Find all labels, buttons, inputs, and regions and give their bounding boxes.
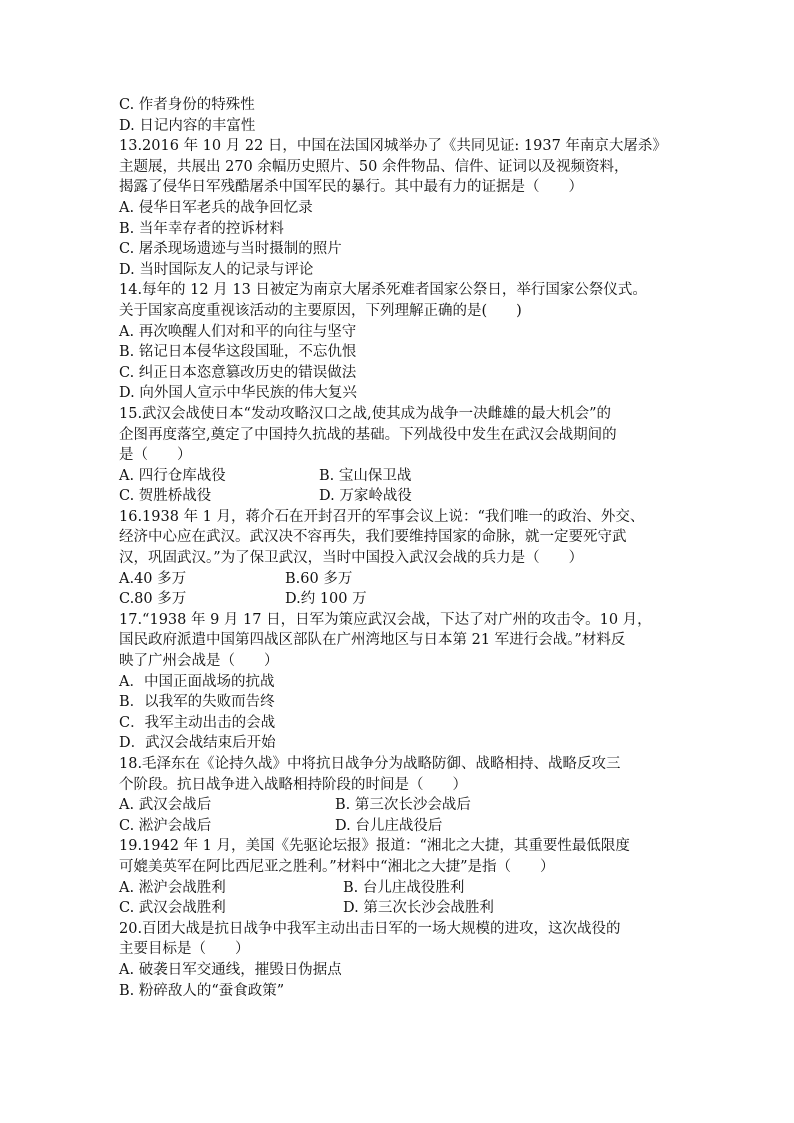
- q16-stem-line-2: 经济中心应在武汉。武汉决不容再失，我们要维持国家的命脉，就一定要死守武: [119, 529, 627, 546]
- q18-stem-line-2: 个阶段。抗日战争进入战略相持阶段的时间是（ ）: [119, 776, 467, 793]
- q15-stem-line-3: 是（ ）: [119, 447, 192, 464]
- q12-option-c: C. 作者身份的特殊性: [119, 97, 255, 113]
- q16-option-d: D.约 100 万: [285, 591, 367, 608]
- q19-option-a: A. 淞沪会战胜利: [119, 879, 226, 896]
- q19-option-d: D. 第三次长沙会战胜利: [343, 900, 494, 917]
- q13-stem-line-3: 揭露了侵华日军残酷屠杀中国军民的暴行。其中最有力的证据是（ ）: [119, 179, 583, 196]
- q13-option-a: A. 侵华日军老兵的战争回忆录: [119, 199, 313, 216]
- q17-stem-line-1: 17.“1938 年 9 月 17 日，日军为策应武汉会战，下达了对广州的攻击令。10 月，: [119, 611, 652, 628]
- q16-option-b: B.60 多万: [285, 570, 353, 587]
- q19-stem-line-1: 19.1942 年 1 月，美国《先驱论坛报》报道：“湘北之大捷，其重要性最低限度: [119, 838, 630, 855]
- q19-option-b: B. 台儿庄战役胜利: [343, 879, 465, 896]
- q13-stem-line-2: 主题展，共展出 270 余幅历史照片、50 余件物品、信件、证词以及视频资料，: [119, 158, 629, 175]
- q14-option-c: C. 纠正日本恣意篡改历史的错误做法: [119, 364, 357, 381]
- q18-options-row-2: [119, 816, 699, 837]
- q18-option-d: D. 台儿庄战役后: [335, 817, 443, 834]
- q14-option-a: A. 再次唤醒人们对和平的向往与坚守: [119, 323, 357, 340]
- q18-stem-line-1: 18.毛泽东在《论持久战》中将抗日战争分为战略防御、战略相持、战略反攻三: [119, 756, 621, 772]
- q19-stem-line-2: 可媲美英军在阿比西尼亚之胜利。”材料中“湘北之大捷”是指（ ）: [119, 858, 555, 875]
- q15-option-c: C. 贺胜桥战役: [119, 488, 212, 505]
- q15-stem-line-1: 15.武汉会战使日本“发动攻略汉口之战,使其成为战争一决雌雄的最大机会”的: [119, 405, 611, 422]
- q20-option-b: B. 粉碎敌人的“蚕食政策”: [119, 982, 285, 999]
- exam-page: [119, 95, 699, 1001]
- q19-option-c: C. 武汉会战胜利: [119, 900, 226, 917]
- q18-option-a: A. 武汉会战后: [119, 797, 212, 814]
- q16-options-row-1: [119, 569, 699, 590]
- q17-stem-line-3: 映了广州会战是（ ）: [119, 653, 279, 670]
- q20-stem-line-2: 主要目标是（ ）: [119, 941, 250, 958]
- q18-options-row-1: [119, 795, 699, 816]
- q13-option-b: B. 当年幸存者的控诉材料: [119, 220, 284, 237]
- q17-option-d: D．武汉会战结束后开始: [119, 735, 276, 752]
- q19-options-row-1: [119, 878, 699, 899]
- q16-options-row-2: [119, 589, 699, 610]
- q17-stem-line-2: 国民政府派遣中国第四战区部队在广州湾地区与日本第 21 军进行会战。”材料反: [119, 632, 626, 649]
- q20-option-a: A. 破袭日军交通线，摧毁日伪据点: [119, 961, 342, 978]
- q18-option-b: B. 第三次长沙会战后: [335, 797, 471, 814]
- q15-option-b: B. 宝山保卫战: [319, 467, 412, 484]
- q14-stem-line-2: 关于国家高度重视该活动的主要原因，下列理解正确的是( ): [119, 302, 522, 319]
- q13-option-d: D. 当时国际友人的记录与评论: [119, 261, 314, 278]
- q13-stem-line-1: 13.2016 年 10 月 22 日，中国在法国冈城举办了《共同见证: 1937 年南京大屠杀》: [119, 138, 667, 155]
- q20-stem-line-1: 20.百团大战是抗日战争中我军主动出击日军的一场大规模的进攻，这次战役的: [119, 920, 621, 937]
- q19-options-row-2: [119, 898, 699, 919]
- q15-stem-line-2: 企图再度落空,奠定了中国持久抗战的基础。下列战役中发生在武汉会战期间的: [119, 426, 617, 443]
- q15-options-row-2: [119, 486, 699, 507]
- q14-stem-line-1: 14.每年的 12 月 13 日被定为南京大屠杀死难者国家公祭日，举行国家公祭仪式。: [119, 282, 647, 299]
- q16-stem-line-3: 汉，巩固武汉。”为了保卫武汉，当时中国投入武汉会战的兵力是（ ）: [119, 550, 584, 567]
- q15-option-a: A. 四行仓库战役: [119, 467, 226, 484]
- q16-option-a: A.40 多万: [119, 570, 187, 587]
- q14-option-b: B. 铭记日本侵华这段国耻，不忘仇恨: [119, 344, 357, 361]
- q16-stem-line-1: 16.1938 年 1 月，蒋介石在开封召开的军事会议上说：“我们唯一的政治、外交、: [119, 508, 645, 525]
- q15-option-d: D. 万家岭战役: [319, 488, 412, 505]
- q17-option-b: B．以我军的失败而告终: [119, 694, 275, 711]
- q17-option-a: A．中国正面战场的抗战: [119, 673, 275, 690]
- q16-option-c: C.80 多万: [119, 591, 187, 608]
- q17-option-c: C．我军主动出击的会战: [119, 714, 276, 731]
- q12-option-d: D. 日记内容的丰富性: [119, 117, 256, 134]
- q18-option-c: C. 淞沪会战后: [119, 817, 212, 834]
- q15-options-row-1: [119, 466, 699, 487]
- q14-option-d: D. 向外国人宣示中华民族的伟大复兴: [119, 385, 357, 402]
- q13-option-c: C. 屠杀现场遗迹与当时摄制的照片: [119, 241, 342, 258]
